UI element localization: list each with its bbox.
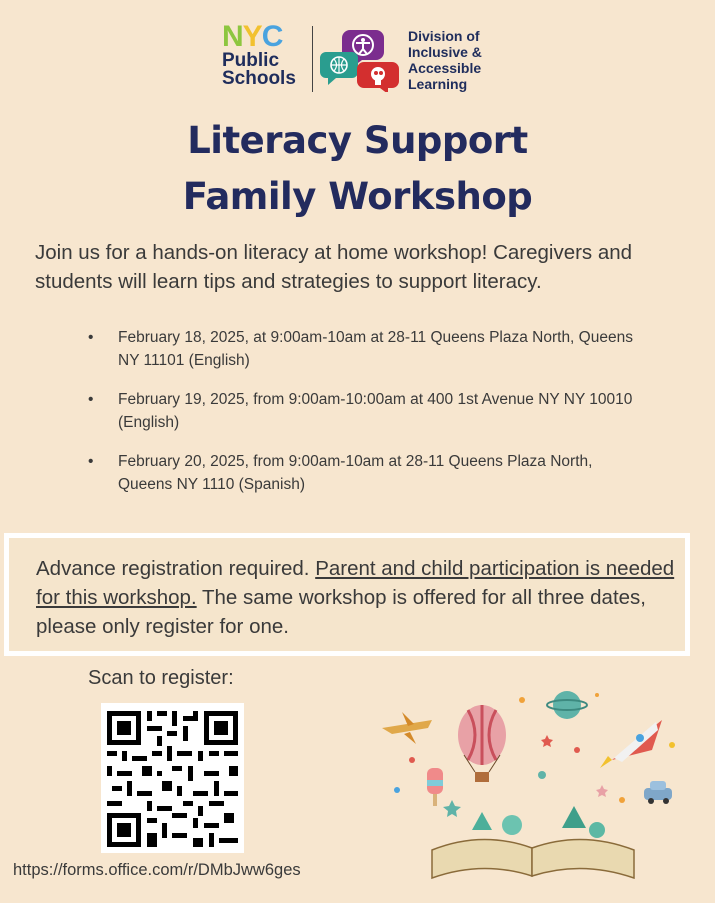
planet-icon	[547, 691, 587, 719]
hot-air-balloon-icon	[458, 705, 506, 782]
event-list	[88, 326, 648, 512]
rocket-icon	[600, 720, 662, 768]
header	[222, 20, 522, 96]
division-title: Division of Inclusive & Accessible Learning	[408, 28, 482, 92]
page-title: Literacy Support Family Workshop	[182, 119, 533, 218]
list-item: • February 20, 2025, from 9:00am-10am at 28-11 Queens Plaza North, Queens NY 1110 (Spanish)	[88, 453, 593, 493]
intro-paragraph: Join us for a hands-on literacy at home workshop! Caregivers and students will learn tips and strategies to support literacy.	[35, 241, 633, 293]
open-book-illustration	[372, 680, 702, 880]
ice-pop-icon	[427, 768, 443, 806]
airplane-icon	[382, 712, 432, 744]
nyc-public-schools-logo: NYC Public Schools	[222, 20, 296, 89]
brain-icon	[357, 62, 399, 92]
car-icon	[644, 781, 672, 804]
registration-qr-code[interactable]	[101, 703, 244, 853]
division-logo-bubbles	[320, 26, 404, 92]
registration-url[interactable]: https://forms.office.com/r/DMbJww6ges	[13, 861, 301, 879]
registration-notice: Advance registration required. Parent and child participation is needed for this workshop. The same workshop is offered for all three dates, please only register for one.	[4, 533, 690, 656]
scan-label: Scan to register:	[88, 667, 234, 689]
globe-icon	[320, 52, 358, 85]
list-item: • February 18, 2025, at 9:00am-10am at 28-11 Queens Plaza North, Queens NY 11101 (English)	[88, 329, 633, 369]
list-item: • February 19, 2025, from 9:00am-10:00am at 400 1st Avenue NY NY 10010 (English)	[88, 391, 633, 431]
participation-requirement: Parent and child participation is needed for this workshop.	[36, 557, 675, 609]
open-book-icon	[432, 806, 634, 878]
logo-divider	[312, 26, 313, 92]
